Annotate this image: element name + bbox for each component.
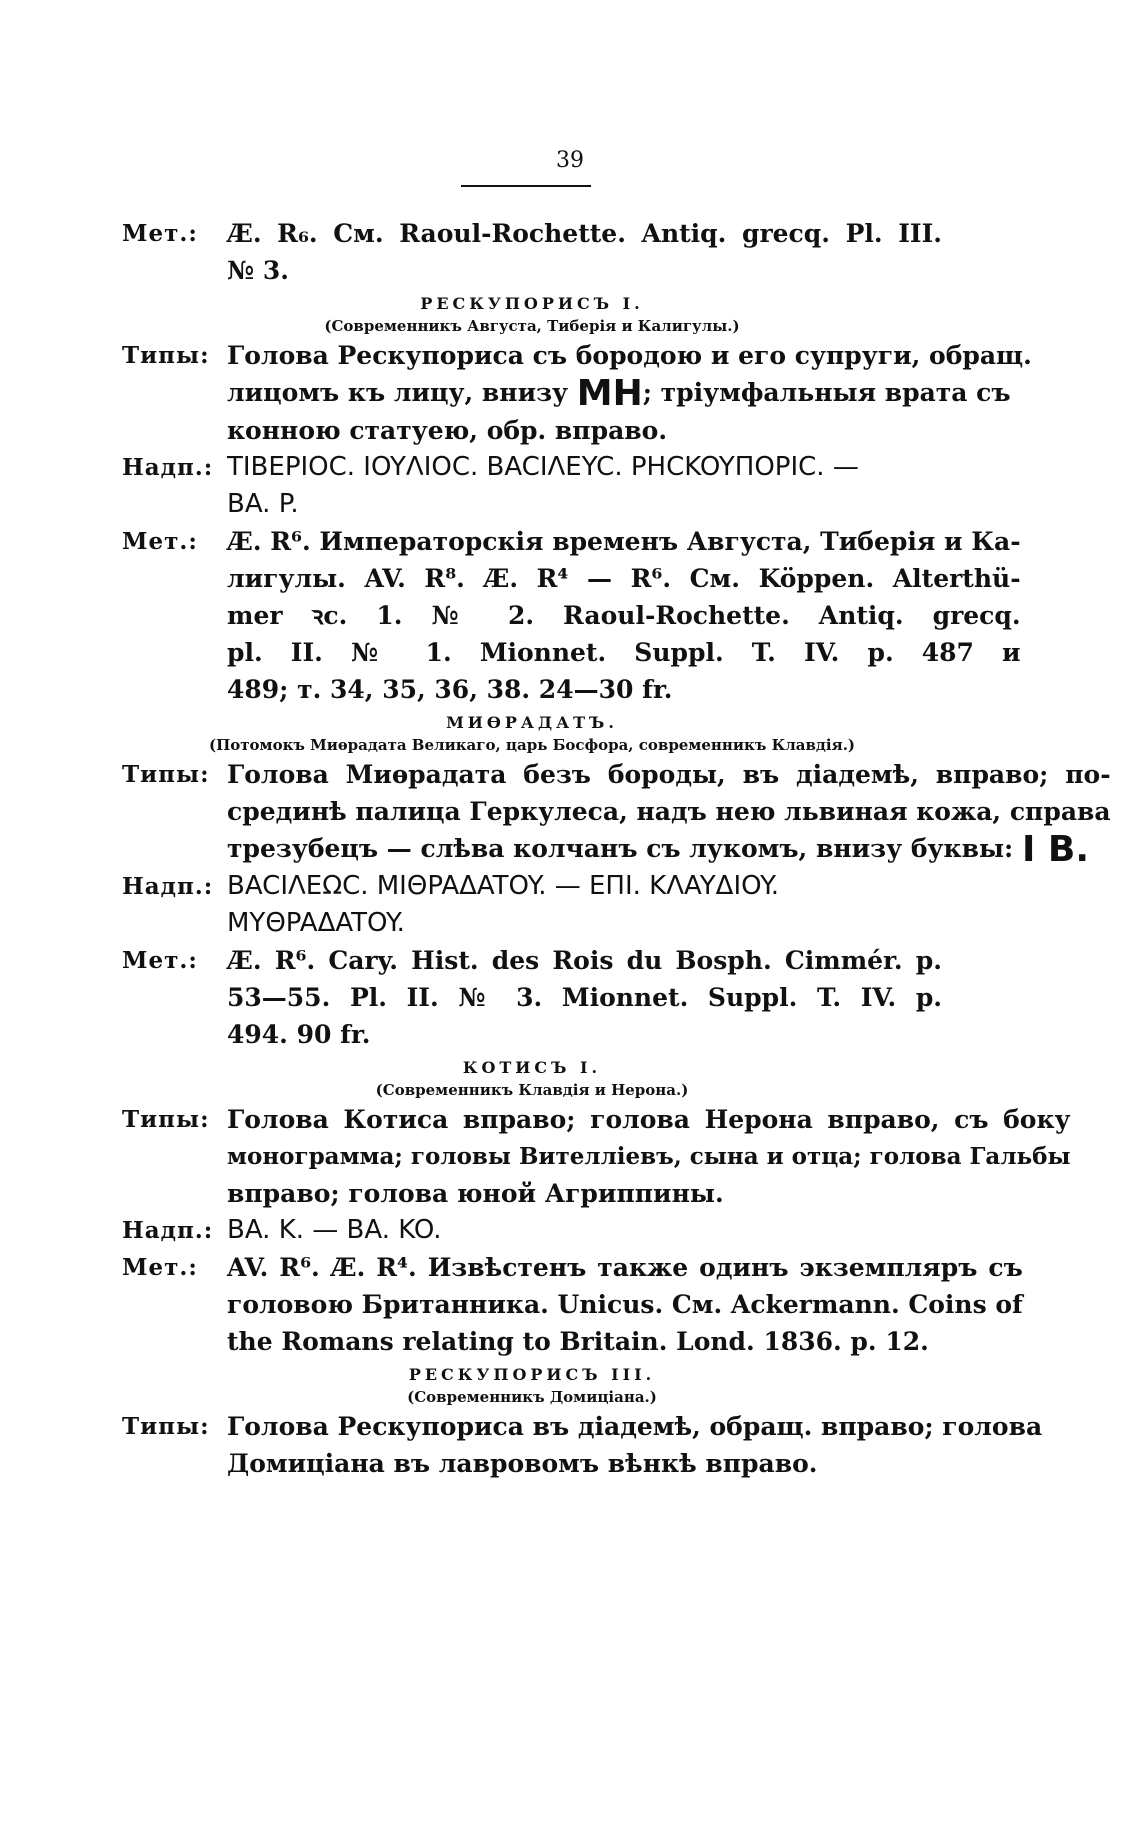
- text-line: mer ꝛc. 1. № 2. Raoul-Rochette. Antiq. grecq.: [227, 601, 1021, 630]
- entry-label: Мет.:: [122, 528, 198, 555]
- types-entry: [122, 756, 1111, 870]
- page-content: [122, 215, 1111, 1482]
- section-subheading: (Современникъ Августа, Тиберія и Калигулы.): [324, 317, 740, 335]
- entry-label: Мет.:: [122, 947, 198, 974]
- entry-body: [227, 523, 1021, 708]
- types-entry: [122, 1408, 1043, 1482]
- text-line: Голова Котиса вправо; голова Нерона вправо, съ боку: [227, 1105, 1071, 1134]
- entry-body: [227, 942, 942, 1053]
- entry-body: [227, 756, 1111, 868]
- entry-label: Надп.:: [122, 873, 214, 900]
- text-line: Æ. R⁶. Cary. Hist. des Rois du Bosph. Cimmér. p.: [227, 946, 942, 975]
- text-line: Голова Миѳрадата безъ бороды, въ діадемѣ, вправо; по-: [227, 760, 1111, 789]
- types-entry: [122, 337, 1032, 449]
- text-fragment: трезубецъ — слѣва колчанъ съ лукомъ, внизу буквы:: [227, 834, 1014, 863]
- section-subheading: (Современникъ Домиціана.): [407, 1388, 657, 1406]
- section-subheading: (Потомокъ Миѳрадата Великаго, царь Босфора, современникъ Клавдія.): [208, 736, 856, 754]
- entry-label: Типы:: [122, 1413, 210, 1440]
- section-heading: РЕСКУПОРИСЪ III.: [408, 1365, 656, 1384]
- text-line: the Romans relating to Britain. Lond. 1836. p. 12.: [227, 1327, 929, 1356]
- metal-entry: [122, 215, 942, 289]
- text-line: 494. 90 fr.: [227, 1020, 371, 1049]
- text-line: Голова Рескупориса съ бородою и его супруги, обращ.: [227, 341, 1032, 370]
- text-fragment: лицомъ къ лицу, внизу: [227, 378, 569, 407]
- types-entry: [122, 1101, 1071, 1212]
- text-line: 489; т. 34, 35, 36, 38. 24—30 fr.: [227, 675, 673, 704]
- text-line: [227, 374, 1032, 412]
- section-heading: КОТИСЪ I.: [462, 1058, 602, 1077]
- entry-body: [227, 1101, 1071, 1212]
- section-subheading: (Современникъ Клавдія и Нерона.): [375, 1081, 689, 1099]
- greek-line: TIBEPIOC. IOYΛIOC. BACIΛEYC. PHCKOYΠOPIC. —: [227, 452, 859, 482]
- page-number: 39: [556, 148, 584, 173]
- inscription-entry: [122, 1212, 942, 1249]
- text-line: конною статуею, обр. вправо.: [227, 416, 668, 445]
- greek-line: BA. P.: [227, 489, 299, 519]
- greek-line: MYΘPAΔATOY.: [227, 908, 405, 938]
- text-line: Æ. R₆. См. Raoul-Rochette. Antiq. grecq. Pl. III.: [227, 219, 942, 248]
- text-line: Домиціана въ лавровомъ вѣнкѣ вправо.: [227, 1449, 818, 1478]
- metal-entry: [122, 1249, 1023, 1360]
- header-rule: [461, 185, 591, 187]
- entry-label: Типы:: [122, 342, 210, 369]
- text-line: лигулы. AV. R⁸. Æ. R⁴ — R⁶. См. Köppen. Alterthü-: [227, 564, 1021, 593]
- text-line: головою Британника. Unicus. См. Ackermann. Coins of: [227, 1290, 1023, 1319]
- entry-label: Мет.:: [122, 220, 198, 247]
- entry-body: [227, 868, 942, 942]
- text-line: [227, 830, 1111, 868]
- entry-body: [227, 1408, 1042, 1482]
- text-line: № 3.: [227, 256, 289, 285]
- entry-label: Мет.:: [122, 1254, 198, 1281]
- entry-body: [227, 449, 942, 523]
- text-line: вправо; голова юной Агриппины.: [227, 1179, 724, 1208]
- text-line: 53—55. Pl. II. № 3. Mionnet. Suppl. T. IV. p.: [227, 983, 942, 1012]
- text-line: pl. II. № 1. Mionnet. Suppl. T. IV. p. 487 и: [227, 638, 1021, 667]
- text-line: монограмма; головы Вителліевъ, сына и отца; голова Гальбы: [227, 1143, 1071, 1170]
- entry-body: [227, 1212, 942, 1249]
- section-heading: РЕСКУПОРИСЪ I.: [420, 294, 644, 313]
- inscription-entry: [122, 449, 942, 523]
- text-line: AV. R⁶. Æ. R⁴. Извѣстенъ также одинъ экземпляръ съ: [227, 1253, 1023, 1282]
- entry-body: [227, 1249, 1023, 1360]
- entry-body: [227, 337, 1032, 449]
- text-line: Æ. R⁶. Императорскія временъ Августа, Тиберія и Ка-: [227, 527, 1021, 556]
- entry-label: Надп.:: [122, 454, 214, 481]
- metal-entry: [122, 942, 942, 1053]
- greek-line: BA. K. — BA. KO.: [227, 1215, 442, 1245]
- greek-line: BACIΛEΩC. MIΘPAΔATOY. — EΠI. KΛAYΔIOY.: [227, 871, 780, 901]
- coin-letters: I B.: [1021, 829, 1089, 870]
- coin-letters: МН: [576, 373, 643, 414]
- section-heading: МИѲРАДАТЪ.: [446, 713, 618, 732]
- metal-entry: [122, 523, 1021, 708]
- entry-label: Типы:: [122, 761, 210, 788]
- text-fragment: ; тріумфальныя врата съ: [642, 378, 1011, 407]
- entry-label: Типы:: [122, 1106, 210, 1133]
- text-line: срединѣ палица Геркулеса, надъ нею львиная кожа, справа: [227, 797, 1111, 826]
- entry-body: [227, 215, 942, 289]
- entry-label: Надп.:: [122, 1217, 214, 1244]
- text-line: Голова Рескупориса въ діадемѣ, обращ. вправо; голова: [227, 1412, 1043, 1441]
- inscription-entry: [122, 868, 942, 942]
